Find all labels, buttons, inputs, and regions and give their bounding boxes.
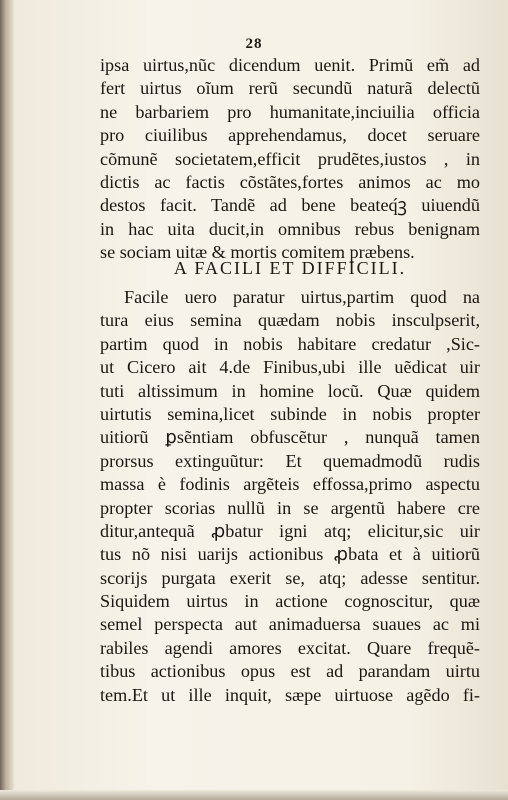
text-line: rabiles agendi amores excitat. Quare frequẽ- xyxy=(100,637,480,658)
text-line: se sociam uitæ & mortis comitem præbens. xyxy=(100,242,415,263)
text-line: ditur,antequã ꝓbatur igni atq; elicitur,sic uir xyxy=(100,520,480,541)
text-line: Siquidem uirtus in actione cognoscitur, quæ xyxy=(100,591,480,612)
text-line: tura eius semina quædam nobis insculpserit, xyxy=(100,310,480,331)
text-line: tus nõ nisi uarijs actionibus ꝓbata et à uitiorũ xyxy=(100,544,480,565)
paragraph-2 xyxy=(100,286,480,707)
text-line: Facile uero paratur uirtus,partim quod na xyxy=(124,287,480,307)
page-bottom-edge xyxy=(0,790,508,800)
text-line: tuti altissimum in homine locũ. Quæ quidem xyxy=(100,380,480,401)
text-line: massa è fodinis argẽteis effossa,primo aspectu xyxy=(100,474,480,495)
text-line: dictis ac factis cõstãtes,fortes animos ac mo xyxy=(100,171,480,192)
text-line: tibus actionibus opus est ad parandam uirtu xyxy=(100,661,480,682)
text-line: cõmunẽ societatem,efficit prudẽtes,iustos , in xyxy=(100,148,480,169)
section-heading: A FACILI ET DIFFICILI. xyxy=(173,258,407,278)
text-line: pro ciuilibus apprehendamus, docet seruare xyxy=(100,125,480,146)
text-line: ipsa uirtus,nũc dicendum uenit. Primũ em̃ ad xyxy=(100,55,480,75)
text-line: semel perspecta aut animaduersa suaues ac mi xyxy=(100,614,480,635)
text-line: ut Cicero ait 4.de Finibus,ubi ille uẽdicat uir xyxy=(100,357,480,378)
text-line: ne barbariem pro humanitate,inciuilia officia xyxy=(100,101,480,122)
text-line: uirtutis semina,licet subinde in nobis propter xyxy=(100,403,480,424)
text-line: prorsus extinguũtur: Et quemadmodũ rudis xyxy=(100,450,480,471)
text-line: partim quod in nobis habitare credatur ,Sic- xyxy=(100,333,480,354)
text-line: fert uirtus oĩum rerũ secundũ naturã delectũ xyxy=(100,78,480,99)
page-gutter-shadow xyxy=(0,0,14,800)
text-line: uitiorũ ꝑsẽntiam obfuscẽtur , nunquã tamen xyxy=(100,427,480,448)
text-line: destos facit. Tandẽ ad bene beateq́ꝫ uiuendũ xyxy=(100,195,480,216)
text-line: scorijs purgata exerit se, atq; adesse sentitur. xyxy=(100,567,480,588)
page-number: 28 xyxy=(245,36,263,52)
text-line: propter scorias nullũ in se argentũ habere cre xyxy=(100,497,480,518)
paragraph-1 xyxy=(100,54,480,265)
text-line: tem.Et ut ille inquit, sæpe uirtuose agẽdo fi- xyxy=(100,684,480,705)
text-line: in hac uita ducit,in omnibus rebus benignam xyxy=(100,218,480,239)
